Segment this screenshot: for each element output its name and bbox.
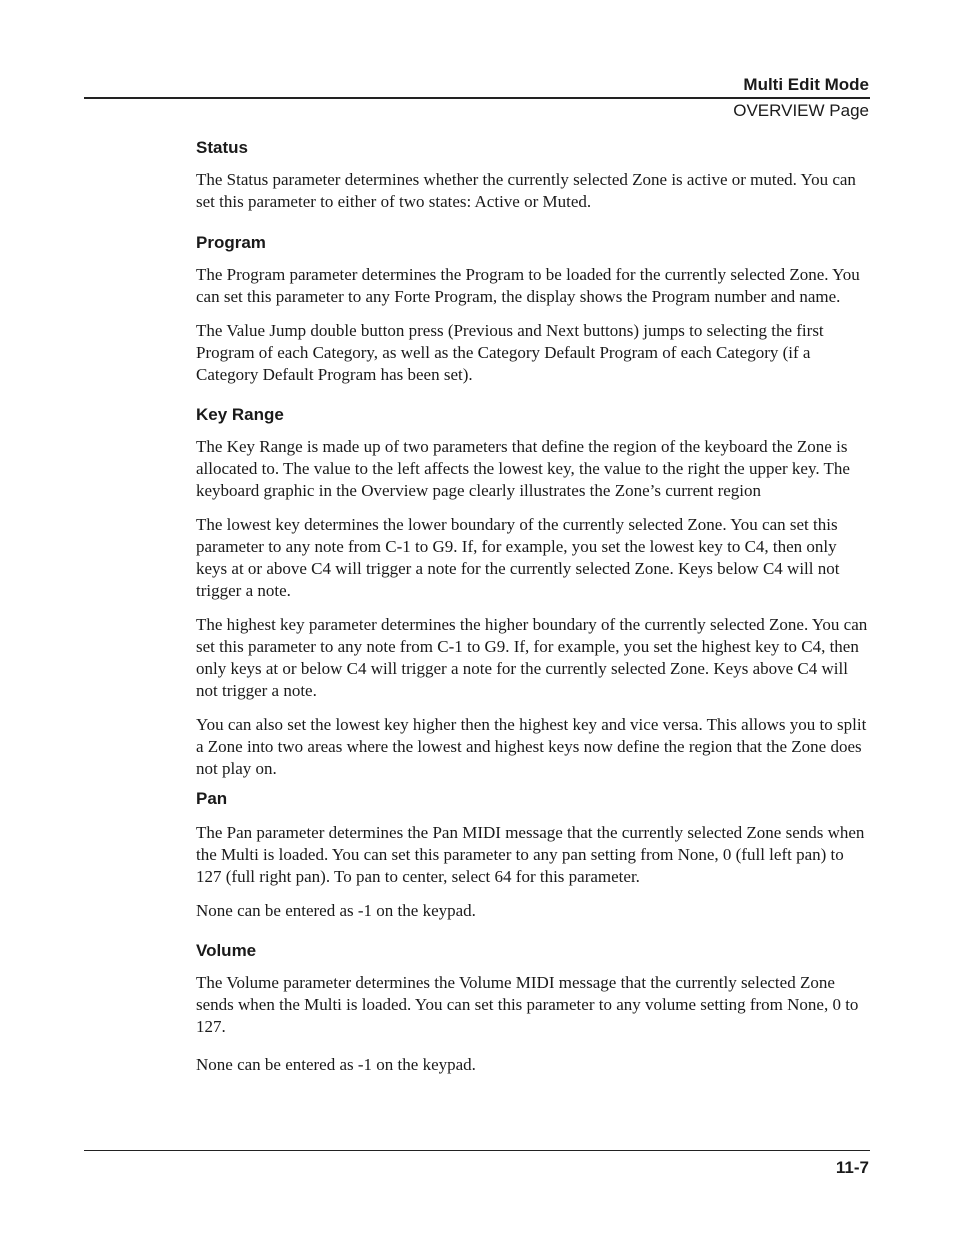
key-range-paragraph-1: The Key Range is made up of two parameters that define the region of the keyboard the Zone is allocated to. The value to the left affects the lowest key, the value to the right the upper key. The keyboard graphic in the Overview page clearly illustrates the Zone’s current region: [196, 437, 850, 500]
header-subtitle: OVERVIEW Page: [733, 101, 869, 120]
key-range-paragraph-3: The highest key parameter determines the higher boundary of the currently selected Zone. You can set this parameter to any note from C-1 to G9. If, for example, you set the highest key to C4, then only keys at or below C4 will trigger a note for the currently selected Zone. Keys above C4 will not trigger a note.: [196, 615, 868, 700]
key-range-paragraph-4: You can also set the lowest key higher then the highest key and vice versa. This allows you to split a Zone into two areas where the lowest and highest keys now define the region that the Zone does not play on.: [196, 715, 867, 778]
page-number: 11-7: [835, 1158, 869, 1177]
heading-status: Status: [196, 138, 248, 157]
page-body: [196, 137, 870, 1076]
pan-paragraph-2: None can be entered as -1 on the keypad.: [196, 901, 476, 920]
heading-key-range: Key Range: [196, 405, 284, 424]
program-paragraph-2: The Value Jump double button press (Previous and Next buttons) jumps to selecting the first Program of each Category, as well as the Category Default Program of each Category (if a Category Default Program has been set).: [196, 321, 824, 384]
heading-pan: Pan: [196, 789, 228, 808]
footer-rule: [84, 1150, 870, 1151]
pan-paragraph-1: The Pan parameter determines the Pan MIDI message that the currently selected Zone sends when the Multi is loaded. You can set this parameter to any pan setting from None, 0 (full left pan) to 127 (full right pan). To pan to center, select 64 for this parameter.: [196, 823, 865, 886]
heading-volume: Volume: [196, 941, 257, 960]
volume-paragraph-2: None can be entered as -1 on the keypad.: [196, 1055, 476, 1074]
header-title: Multi Edit Mode: [743, 75, 869, 94]
status-paragraph: The Status parameter determines whether the currently selected Zone is active or muted. You can set this parameter to either of two states: Active or Muted.: [196, 170, 856, 211]
header-rule: [84, 97, 870, 99]
key-range-paragraph-2: The lowest key determines the lower boundary of the currently selected Zone. You can set this parameter to any note from C-1 to G9. If, for example, you set the lowest key to C4, then only keys at or above C4 will trigger a note for the currently selected Zone. Keys below C4 will not trigger a note.: [196, 515, 840, 600]
program-paragraph-1: The Program parameter determines the Program to be loaded for the currently selected Zone. You can set this parameter to any Forte Program, the display shows the Program number and name.: [196, 265, 860, 306]
volume-paragraph-1: The Volume parameter determines the Volume MIDI message that the currently selected Zone sends when the Multi is loaded. You can set this parameter to any volume setting from None, 0 to 127.: [196, 973, 859, 1036]
heading-program: Program: [196, 233, 266, 252]
